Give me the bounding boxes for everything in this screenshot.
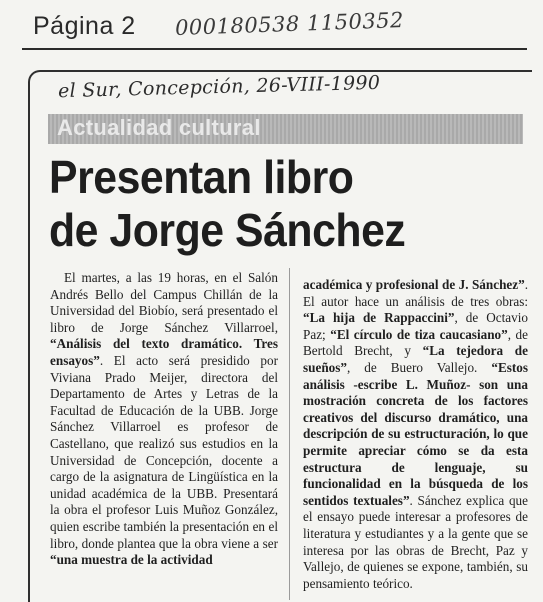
book-title: “Análisis del texto dramático. Tres ensayos” [50,336,278,368]
column-divider [289,268,290,600]
col2-text-w1: , de Octavio Paz; [303,310,528,342]
page-number-label: Página 2 [33,12,136,40]
headline-line-1: Presentan libro [49,151,354,203]
handwritten-archive-id: 000180538 1150352 [174,8,405,40]
column-1-paragraph [50,270,278,569]
column-2-paragraph [303,277,528,592]
headline-line-2: de Jorge Sánchez [49,204,406,256]
col1-text-a: El martes, a las 19 horas, en el Salón Andrés Bello del Campus Chillán de la Universidad del Biobío, será presentado el libro de Jorge Sánchez Villarroel, [50,270,278,335]
munoz-quote: “Estos análisis -escribe L. Muñoz- son una mostración concreta de los factores creativos del discurso dramático, una descripción de su estructuración, lo que permite apreciar cómo se da esta estructura de lenguaje, su funcionalidad en la búsqueda de los sentidos textuales” [303,359,528,508]
quote-end: académica y profesional de J. Sánchez” [303,277,525,292]
col2-text-w3: , de Buero Vallejo. [346,359,492,375]
article-headline [49,151,486,257]
article-column-2 [303,277,528,592]
handwritten-source-note: el Sur, Concepción, 26-VIII-1990 [57,71,381,103]
work-title-3: “La tejedora de sueños” [303,343,528,375]
work-title-1: “La hija de Rappaccini” [303,310,455,326]
quote-start: “una muestra de la actividad [50,552,213,568]
col2-text-a: . El autor hace un análisis de tres obras: [303,277,528,309]
col2-text-tail: . Sánchez explica que el ensayo puede interesar a profesores de literatura y estudiantes y a la gente que se interesa por las obras de Brecht, Paz y Vallejo, de quienes se expone, también, su pensamiento teórico. [303,492,528,591]
article-column-1 [50,270,278,569]
col1-text-b: . El acto será presidido por Viviana Prado Meijer, directora del Departamento de Artes y Letras de la Facultad de Educación de la UBB. Jorge Sánchez Villarroel es profesor de Castellano, que realizó sus estudios en la Universidad de Concepción, docente a cargo de la asignatura de Lingüística en la unidad académica de la UBB. Presentará la obra el profesor Luis Muñoz González, quien escribe también la presentación en el libro, donde plantea que la obra viene a ser [50,352,278,551]
col2-text-w2: , de Bertold Brecht, y [303,326,528,359]
header-rule [22,48,527,50]
section-title: Actualidad cultural [57,115,261,140]
work-title-2: “El círculo de tiza caucasiano” [330,326,508,342]
